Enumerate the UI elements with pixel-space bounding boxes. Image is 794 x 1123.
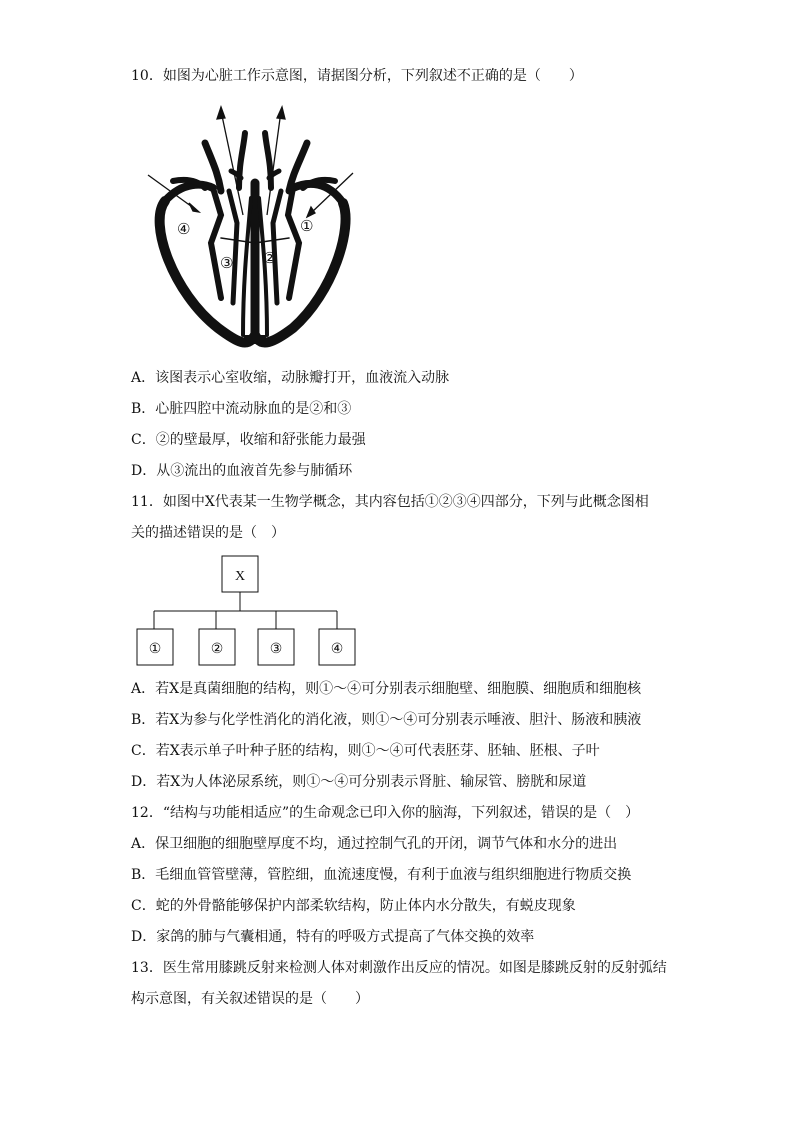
q10-stem: 10．如图为心脏工作示意图，请据图分析，下列叙述不正确的是（ ） — [131, 68, 583, 84]
concept-root-x: X — [234, 569, 246, 584]
concept-map — [134, 553, 374, 668]
q11-option-c: C．若X表示单子叶种子胚的结构，则①～④可代表胚芽、胚轴、胚根、子叶 — [131, 743, 600, 759]
q12-option-c: C．蛇的外骨骼能够保护内部柔软结构，防止体内水分散失，有蜕皮现象 — [131, 898, 576, 914]
heart-label-1: ① — [300, 217, 314, 235]
concept-child-4: ④ — [330, 642, 344, 657]
q11-option-b: B．若X为参与化学性消化的消化液，则①～④可分别表示唾液、胆汁、肠液和胰液 — [131, 712, 642, 728]
concept-child-3: ③ — [269, 642, 283, 657]
q13-stem-line1: 13．医生常用膝跳反射来检测人体对刺激作出反应的情况。如图是膝跳反射的反射弧结 — [131, 960, 667, 976]
q11-stem-line2: 关的描述错误的是（ ） — [131, 525, 285, 541]
q10-option-a: A．该图表示心室收缩，动脉瓣打开，血液流入动脉 — [131, 370, 450, 386]
heart-label-4: ④ — [177, 220, 191, 238]
q10-option-c: C．②的壁最厚，收缩和舒张能力最强 — [131, 432, 366, 448]
q13-stem-line2: 构示意图，有关叙述错误的是（ ） — [131, 991, 369, 1007]
q12-option-b: B．毛细血管管壁薄，管腔细，血流速度慢，有利于血液与组织细胞进行物质交换 — [131, 867, 632, 883]
heart-label-3: ③ — [220, 254, 234, 272]
q11-option-a: A．若X是真菌细胞的结构，则①～④可分别表示细胞壁、细胞膜、细胞质和细胞核 — [131, 681, 642, 697]
q12-option-a: A．保卫细胞的细胞壁厚度不均，通过控制气孔的开闭，调节气体和水分的进出 — [131, 836, 618, 852]
q12-option-d: D．家鸽的肺与气囊相通，特有的呼吸方式提高了气体交换的效率 — [131, 929, 535, 945]
q11-stem-line1: 11．如图中X代表某一生物学概念，其内容包括①②③④四部分，下列与此概念图相 — [131, 494, 649, 510]
heart-label-2: ② — [263, 249, 277, 267]
q10-option-b: B．心脏四腔中流动脉血的是②和③ — [131, 401, 352, 417]
q11-option-d: D．若X为人体泌尿系统，则①～④可分别表示肾脏、输尿管、膀胱和尿道 — [131, 774, 587, 790]
concept-child-2: ② — [210, 642, 224, 657]
heart-diagram — [143, 103, 363, 348]
q12-stem: 12．“结构与功能相适应”的生命观念已印入你的脑海，下列叙述，错误的是（ ） — [131, 805, 640, 821]
concept-child-1: ① — [148, 642, 162, 657]
q10-option-d: D．从③流出的血液首先参与肺循环 — [131, 463, 353, 479]
